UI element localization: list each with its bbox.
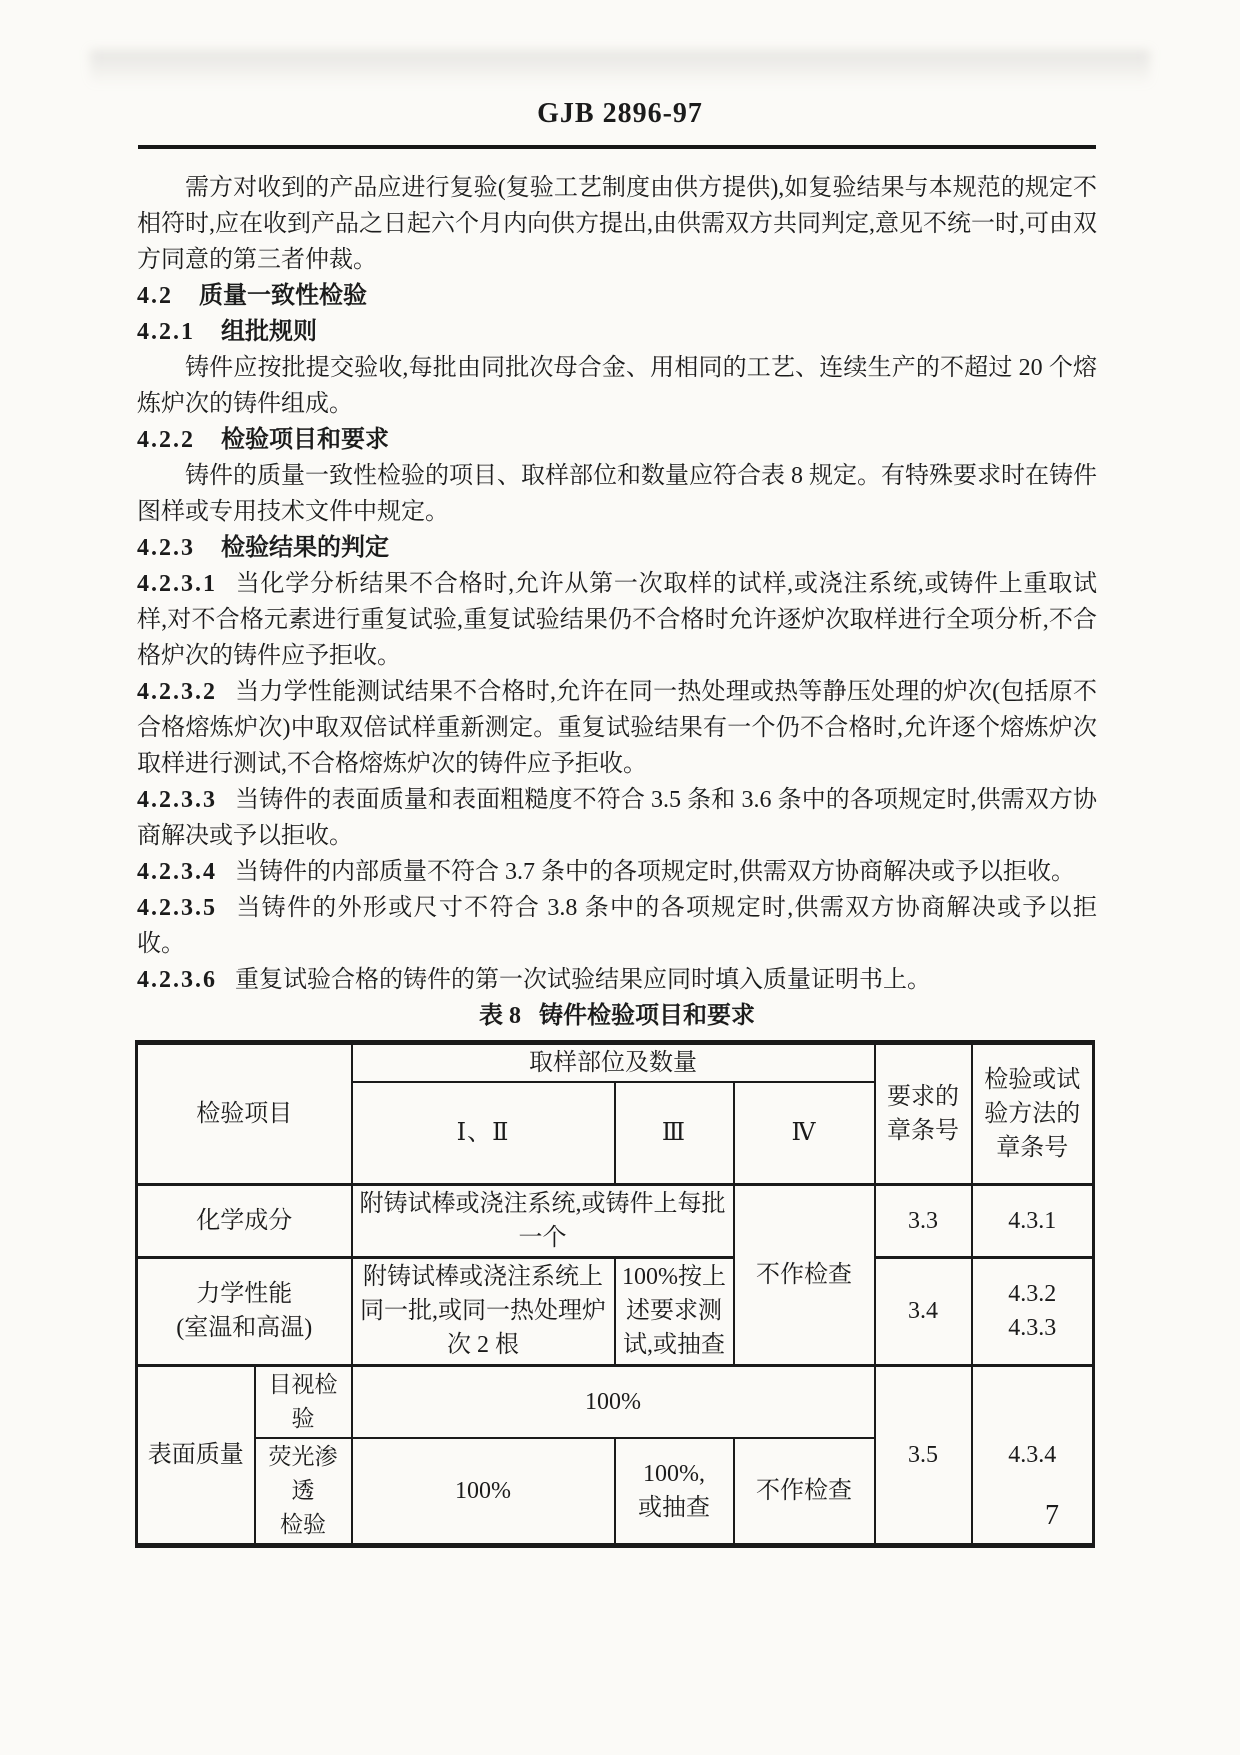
heading-title-4-2-3: 检验结果的判定 bbox=[221, 535, 389, 561]
paragraph-reinspection: 需方对收到的产品应进行复验(复验工艺制度由供方提供),如复验结果与本规范的规定不相符时,应在收到产品之日起六个月内向供方提出,由供需双方共同判定,意见不统一时,可由双方同意的第三者仲裁。 bbox=[137, 175, 1097, 273]
clause-number-4-2-1: 4.2.1 bbox=[137, 319, 195, 345]
paragraph-4-2-1: 铸件应按批提交验收,每批由同批次母合金、用相同的工艺、连续生产的不超过 20 个熔炼炉次的铸件组成。 bbox=[137, 355, 1097, 417]
heading-4-2-2 bbox=[137, 422, 1097, 458]
clause-number-4-2-3-1: 4.2.3.1 bbox=[137, 571, 217, 597]
cell-mechanical-method-line2: 4.3.3 bbox=[1008, 1315, 1057, 1341]
clause-number-4-2-2: 4.2.2 bbox=[137, 427, 195, 453]
table-caption-label: 表 8 bbox=[479, 1003, 521, 1029]
cell-mechanical-item bbox=[137, 1257, 352, 1365]
th-sampling-location-quantity: 取样部位及数量 bbox=[352, 1043, 875, 1083]
inspection-requirements-table bbox=[135, 1040, 1095, 1548]
cell-fluorescent-value-1-2: 100% bbox=[352, 1438, 615, 1546]
cell-mechanical-method-line1: 4.3.2 bbox=[1008, 1281, 1057, 1307]
clause-text-4-2-3-5: 当铸件的外形或尺寸不符合 3.8 条中的各项规定时,供需双方协商解决或予以拒收。 bbox=[137, 895, 1097, 957]
cell-mechanical-sampling-3: 100%按上述要求测试,或抽查 bbox=[615, 1257, 734, 1365]
cell-chemical-method: 4.3.1 bbox=[972, 1184, 1094, 1257]
cell-chemical-req: 3.3 bbox=[875, 1184, 972, 1257]
heading-4-2 bbox=[137, 278, 1097, 314]
paragraph-4-2-3-3 bbox=[137, 782, 1097, 854]
clause-number-4-2-3-5: 4.2.3.5 bbox=[137, 895, 217, 921]
cell-mechanical-sampling-1-2: 附铸试棒或浇注系统上同一批,或同一热处理炉次 2 根 bbox=[352, 1257, 615, 1365]
cell-mechanical-req: 3.4 bbox=[875, 1257, 972, 1365]
th-inspection-item: 检验项目 bbox=[137, 1043, 352, 1185]
paragraph-4-2-3-1 bbox=[137, 566, 1097, 674]
table-caption bbox=[137, 998, 1097, 1034]
scan-artifact bbox=[90, 50, 1150, 86]
heading-title-4-2-2: 检验项目和要求 bbox=[221, 427, 389, 453]
page-header-title: GJB 2896-97 bbox=[537, 98, 703, 129]
clause-text-4-2-3-4: 当铸件的内部质量不符合 3.7 条中的各项规定时,供需双方协商解决或予以拒收。 bbox=[235, 859, 1075, 885]
paragraph-4-2-3-6 bbox=[137, 962, 1097, 998]
cell-surface-item: 表面质量 bbox=[137, 1365, 255, 1545]
paragraph-4-2-3-4 bbox=[137, 854, 1097, 890]
page-number: 7 bbox=[1045, 1500, 1059, 1531]
cell-fluorescent-value-3-line1: 100%, bbox=[643, 1460, 705, 1487]
cell-visual-inspection-label: 目视检验 bbox=[255, 1365, 352, 1438]
cell-mechanical-method bbox=[972, 1257, 1094, 1365]
heading-title-4-2-1: 组批规则 bbox=[221, 319, 317, 345]
heading-4-2-1 bbox=[137, 314, 1097, 350]
cell-chemical-sampling: 附铸试棒或浇注系统,或铸件上每批一个 bbox=[352, 1184, 734, 1257]
clause-number-4-2-3-6: 4.2.3.6 bbox=[137, 967, 217, 993]
header-rule bbox=[138, 145, 1096, 149]
cell-no-inspection-zone4: 不作检查 bbox=[734, 1184, 875, 1365]
clause-text-4-2-3-6: 重复试验合格的铸件的第一次试验结果应同时填入质量证明书上。 bbox=[235, 967, 931, 993]
heading-4-2-3 bbox=[137, 530, 1097, 566]
clause-number-4-2-3-4: 4.2.3.4 bbox=[137, 859, 217, 885]
th-method-clause: 检验或试验方法的章条号 bbox=[972, 1043, 1094, 1185]
document-body bbox=[137, 170, 1097, 1034]
heading-title-4-2: 质量一致性检验 bbox=[199, 283, 367, 309]
cell-fluorescent-label-line1: 荧光渗透 bbox=[268, 1443, 338, 1503]
paragraph-4-2-3-5 bbox=[137, 890, 1097, 962]
cell-fluorescent-label bbox=[255, 1438, 352, 1546]
cell-fluorescent-label-line2: 检验 bbox=[280, 1511, 326, 1537]
clause-number-4-2-3-3: 4.2.3.3 bbox=[137, 787, 217, 813]
cell-surface-method: 4.3.4 bbox=[972, 1365, 1094, 1545]
cell-fluorescent-value-4: 不作检查 bbox=[734, 1438, 875, 1546]
cell-visual-inspection-value: 100% bbox=[352, 1365, 875, 1438]
paragraph-4-2-2: 铸件的质量一致性检验的项目、取样部位和数量应符合表 8 规定。有特殊要求时在铸件图样或专用技术文件中规定。 bbox=[137, 463, 1097, 525]
clause-text-4-2-3-1: 当化学分析结果不合格时,允许从第一次取样的试样,或浇注系统,或铸件上重取试样,对不合格元素进行重复试验,重复试验结果仍不合格时允许逐炉次取样进行全项分析,不合格炉次的铸件应予拒收。 bbox=[137, 571, 1097, 669]
paragraph-4-2-3-2 bbox=[137, 674, 1097, 782]
cell-fluorescent-value-3 bbox=[615, 1438, 734, 1546]
th-requirement-clause: 要求的章条号 bbox=[875, 1043, 972, 1185]
th-zone-3: Ⅲ bbox=[615, 1082, 734, 1184]
cell-mechanical-item-line2: (室温和高温) bbox=[176, 1315, 313, 1341]
cell-chemical-item: 化学成分 bbox=[137, 1184, 352, 1257]
cell-fluorescent-value-3-line2: 或抽查 bbox=[638, 1494, 710, 1521]
clause-number-4-2-3-2: 4.2.3.2 bbox=[137, 679, 217, 705]
clause-number-4-2-3: 4.2.3 bbox=[137, 535, 195, 561]
clause-text-4-2-3-2: 当力学性能测试结果不合格时,允许在同一热处理或热等静压处理的炉次(包括原不合格熔炼炉次)中取双倍试样重新测定。重复试验结果有一个仍不合格时,允许逐个熔炼炉次取样进行测试,不合格熔炼炉次的铸件应予拒收。 bbox=[137, 679, 1097, 777]
cell-mechanical-item-line1: 力学性能 bbox=[196, 1281, 293, 1307]
th-zones-1-2: Ⅰ、Ⅱ bbox=[352, 1082, 615, 1184]
clause-number-4-2: 4.2 bbox=[137, 283, 173, 309]
th-zone-4: Ⅳ bbox=[734, 1082, 875, 1184]
table-caption-title: 铸件检验项目和要求 bbox=[539, 1003, 755, 1029]
cell-surface-req: 3.5 bbox=[875, 1365, 972, 1545]
clause-text-4-2-3-3: 当铸件的表面质量和表面粗糙度不符合 3.5 条和 3.6 条中的各项规定时,供需双方协商解决或予以拒收。 bbox=[137, 787, 1097, 849]
